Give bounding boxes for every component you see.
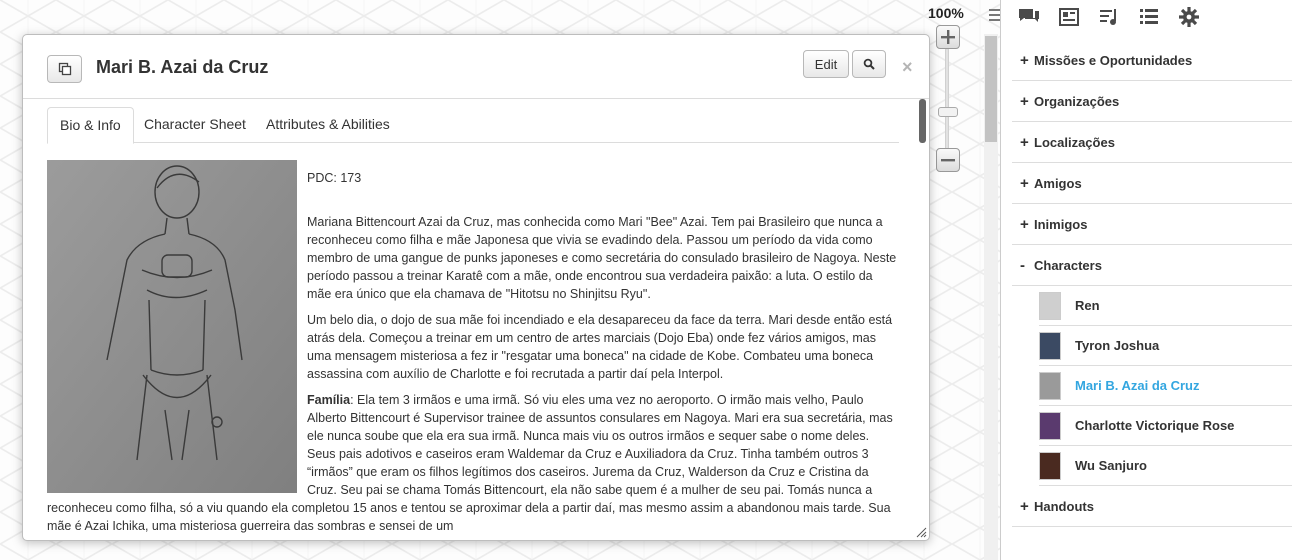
folder-label: Organizações (1034, 93, 1120, 109)
page-scrollbar[interactable] (984, 34, 998, 560)
dialog-scrollbar-thumb[interactable] (919, 99, 926, 143)
dialog-header (23, 35, 929, 99)
bio-paragraph: Mariana Bittencourt Azai da Cruz, mas conhecida como Mari "Bee" Azai. Tem pai Brasileiro que nunca a reconheceu como filha e mãe Japonesa que vivia se evadindo dela. Passou um período da vida como membro de uma gangue de punks japoneses e como secretária do consulado brasileiro de Nagoya. Neste período passou a treinar Karatê com a mãe, onde encontrou sua verdadeira paixão: a luta. O estilo da mãe era único que ela chamava de "Hitotsu no Shinjitsu Ryu". (307, 215, 897, 301)
zoom-slider-track[interactable] (945, 48, 949, 160)
collapse-icon: - (1020, 256, 1025, 274)
expand-icon: + (1020, 215, 1029, 233)
avatar (1039, 292, 1061, 320)
family-label: Família (307, 393, 351, 407)
character-item-mari[interactable] (1039, 366, 1292, 406)
folder-label: Amigos (1034, 175, 1082, 191)
close-icon[interactable]: × (902, 57, 913, 77)
resize-grip-icon[interactable] (915, 526, 927, 538)
expand-icon: + (1020, 497, 1029, 515)
character-name: Wu Sanjuro (1075, 458, 1147, 473)
chat-icon[interactable] (1017, 6, 1041, 28)
zoom-slider-handle[interactable] (938, 107, 958, 117)
folder-label: Characters (1034, 257, 1102, 273)
expand-icon: + (1020, 51, 1029, 69)
journal-list (1012, 40, 1292, 527)
dialog-title: Mari B. Azai da Cruz (96, 57, 269, 77)
folder-label: Inimigos (1034, 216, 1088, 232)
character-portrait (47, 160, 297, 493)
character-name: Tyron Joshua (1075, 338, 1160, 353)
folder-label: Localizações (1034, 134, 1115, 150)
folder-missoes[interactable] (1012, 40, 1292, 81)
avatar (1039, 412, 1061, 440)
pdc-text: PDC: 173 (307, 171, 362, 185)
avatar (1039, 332, 1061, 360)
search-button[interactable] (852, 50, 886, 78)
compendium-icon[interactable] (1137, 6, 1161, 28)
folder-label: Handouts (1034, 498, 1094, 514)
character-item-tyron[interactable] (1039, 326, 1292, 366)
bio-paragraph: Um belo dia, o dojo de sua mãe foi incendiado e ela desapareceu da face da terra. Mari desde então está atrás dela. Começou a treinar em um centro de artes marciais (Dojo Eba) onde fez vários amigos, mas uma mensagem misteriosa a fez ir "resgatar uma boneca" na cidade de Kobe. Combateu uma boneca assassina com auxílio de Charlotte e foi recrutada a partir daí pela Interpol. (307, 313, 893, 381)
avatar (1039, 452, 1061, 480)
settings-icon[interactable] (1177, 6, 1201, 28)
popout-icon (58, 62, 72, 76)
journal-icon[interactable] (1057, 6, 1081, 28)
minus-icon (940, 152, 956, 168)
character-item-charlotte[interactable] (1039, 406, 1292, 446)
zoom-out-button[interactable] (936, 148, 960, 172)
page-scrollbar-thumb[interactable] (985, 36, 997, 142)
expand-icon: + (1020, 133, 1029, 151)
family-text: : Ela tem 3 irmãos e uma irmã. Só viu eles uma vez no aeroporto. O irmão mais velho, Paulo Alberto Bittencourt é Supervisor trainee de assuntos consulares em Nagoya. Mari era sua secretária, mas ele nunca soube que ela era sua irmã. Nunca mais viu os outros irmãos e sequer sabe o nome deles. Seus pais adotivos e caseiros eram Waldemar da Cruz e Auxiliadora da Cruz. Tinha também outros 3 “irmãos” que eram os filhos legítimos dos caseiros. Jurema da Cruz, Walderson da Cruz e Cristina da Cruz. Seu pai se chama Tomás Bittencourt, ela não sabe quem é a mulher de seu pai. Tomás nunca a reconheceu como filha, só a viu quando ela completou 15 anos e tentou se aproximar dela a partir daí, mas mesmo assim a abandonou mais tarde. Sua mãe é Azai Ichika, uma misteriosa guerreira das sombras e sensei de um (47, 393, 893, 533)
character-item-wu[interactable] (1039, 446, 1292, 486)
right-sidebar (1000, 0, 1300, 560)
dialog-scrollbar[interactable] (918, 97, 928, 537)
sidebar-tabs (1001, 0, 1300, 34)
expand-icon: + (1020, 174, 1029, 192)
zoom-level-label: 100% (928, 5, 964, 21)
plus-icon (940, 29, 956, 45)
avatar (1039, 372, 1061, 400)
dialog-tabs (47, 107, 899, 143)
character-name: Ren (1075, 298, 1100, 313)
character-name: Mari B. Azai da Cruz (1075, 378, 1200, 393)
folder-organizacoes[interactable] (1012, 81, 1292, 122)
folder-amigos[interactable] (1012, 163, 1292, 204)
character-item-ren[interactable] (1039, 286, 1292, 326)
search-icon (863, 58, 875, 70)
jukebox-icon[interactable] (1097, 6, 1121, 28)
character-name: Charlotte Victorique Rose (1075, 418, 1235, 433)
popout-button[interactable] (47, 55, 82, 83)
folder-localizacoes[interactable] (1012, 122, 1292, 163)
character-dialog (22, 34, 930, 541)
folder-characters[interactable] (1012, 245, 1292, 286)
tab-attributes-abilities[interactable]: Attributes & Abilities (266, 116, 390, 132)
folder-label: Missões e Oportunidades (1034, 52, 1193, 68)
zoom-in-button[interactable] (936, 25, 960, 49)
tab-character-sheet[interactable]: Character Sheet (144, 116, 246, 132)
expand-icon: + (1020, 92, 1029, 110)
folder-inimigos[interactable] (1012, 204, 1292, 245)
bio-content (47, 153, 899, 533)
tab-bio-info[interactable]: Bio & Info (47, 107, 134, 144)
edit-button[interactable]: Edit (803, 50, 849, 78)
folder-handouts[interactable] (1012, 486, 1292, 527)
